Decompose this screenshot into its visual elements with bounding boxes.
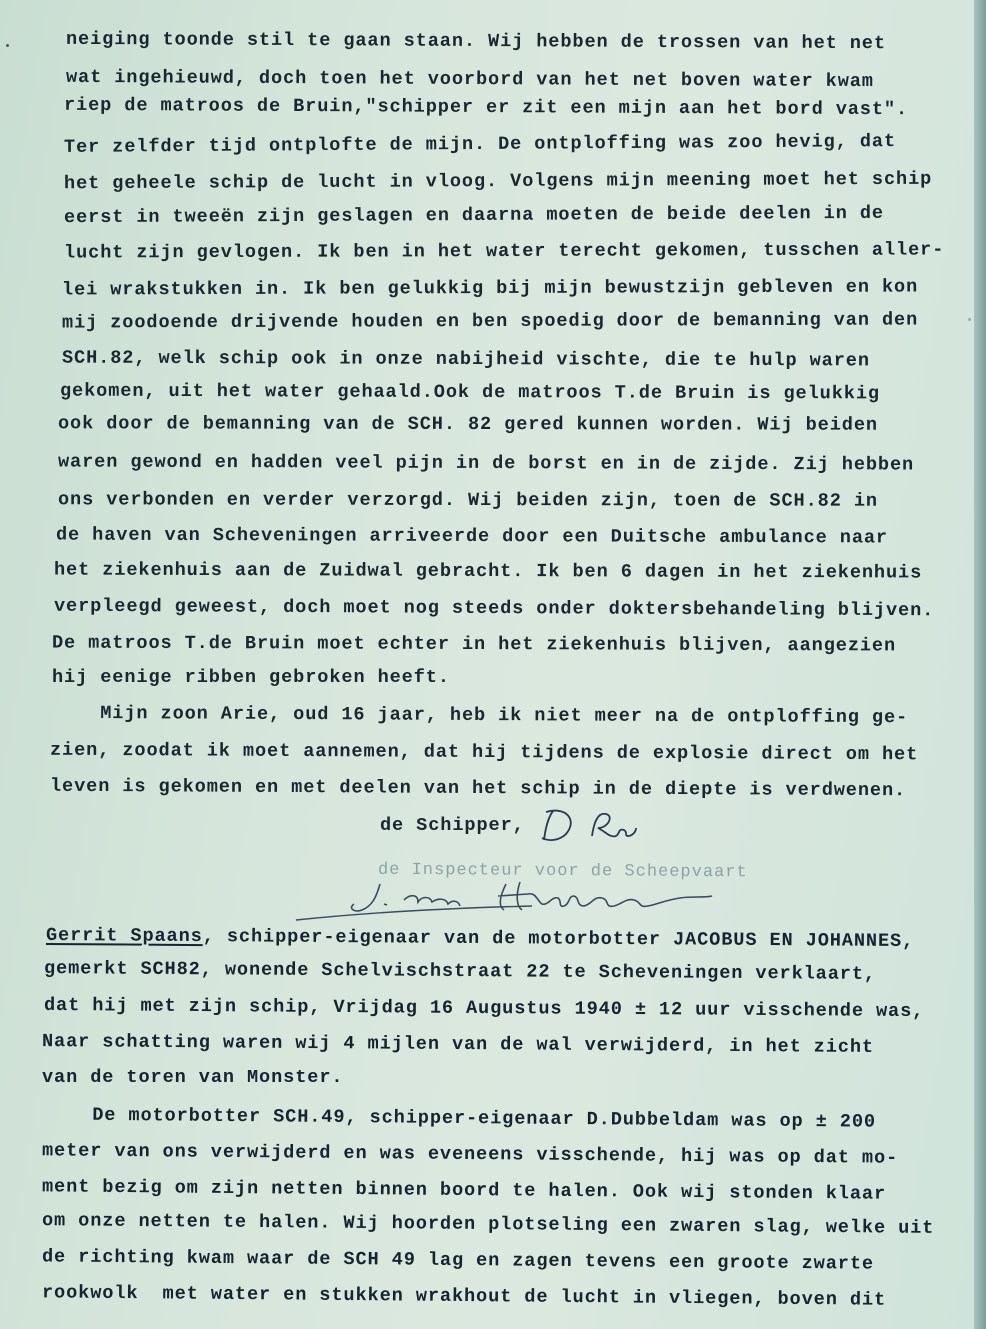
text-line: mij zoodoende drijvende houden en ben spoedig door de bemanning van den bbox=[61, 309, 919, 334]
text-line: van de toren van Monster. bbox=[42, 1067, 344, 1088]
text-line: De matroos T.de Bruin moet echter in het ziekenhuis blijven, aangezien bbox=[51, 632, 897, 657]
page-edge-shadow bbox=[974, 0, 986, 1329]
text-line: leven is gekomen en met deelen van het schip in de diepte is verdwenen. bbox=[49, 775, 907, 802]
text-line: wat ingehieuwd, doch toen het voorbord van het net boven water kwam bbox=[65, 66, 874, 93]
text-line: Mijn zoon Arie, oud 16 jaar, heb ik niet meer na de ontploffing ge- bbox=[51, 702, 909, 729]
inspector-label: de Inspecteur voor de Scheepvaart bbox=[377, 860, 748, 883]
text-line: verpleegd geweest, doch moet nog steeds onder doktersbehandeling blijven. bbox=[53, 595, 935, 622]
text-line: Ter zelfder tijd ontplofte de mijn. De ontploffing was zoo hevig, dat bbox=[63, 131, 897, 158]
text-line: Naar schatting waren wij 4 mijlen van de wal verwijderd, in het zicht bbox=[41, 1031, 875, 1058]
text-line: meter van ons verwijderd en was eveneens visschende, hij was op dat mo- bbox=[41, 1140, 899, 1169]
inspector-signature bbox=[292, 876, 722, 926]
text-line: riep de matroos de Bruin,"schipper er zit een mijn aan het bord vast". bbox=[63, 94, 909, 121]
text-line: dat hij met zijn schip, Vrijdag 16 Augustus 1940 ± 12 uur visschende was, bbox=[43, 994, 925, 1023]
text-line: gemerkt SCH82, wonende Schelvischstraat 22 te Scheveningen verklaart, bbox=[43, 958, 877, 985]
text-line: de haven van Scheveningen arriveerde door een Duitsche ambulance naar bbox=[55, 524, 889, 549]
text-line: gekomen, uit het water gehaald.Ook de matroos T.de Bruin is gelukkig bbox=[59, 380, 880, 405]
text-line: lucht zijn gevlogen. Ik ben in het water terecht gekomen, tusschen aller- bbox=[63, 239, 945, 264]
paper-speck bbox=[968, 318, 971, 321]
text-line: hij eenige ribben gebroken heeft. bbox=[52, 667, 450, 688]
text-line: ook door de bemanning van de SCH. 82 gered kunnen worden. Wij beiden bbox=[57, 413, 878, 436]
text-line: SCH.82, welk schip ook in onze nabijheid vischte, die te hulp waren bbox=[61, 347, 870, 372]
text-line: neiging toonde stil te gaan staan. Wij hebben de trossen van het net bbox=[65, 28, 887, 55]
paper-speck bbox=[6, 44, 9, 47]
text-line: lei wrakstukken in. Ik ben gelukkig bij mijn bewustzijn gebleven en kon bbox=[61, 276, 919, 301]
witness-name: Gerrit Spaans bbox=[45, 924, 203, 948]
text-line: zien, zoodat ik moet aannemen, dat hij tijdens de explosie direct om het bbox=[49, 739, 919, 766]
statement-two-first-line bbox=[46, 925, 914, 953]
skipper-signature bbox=[536, 802, 656, 852]
text-line: ment bezig om zijn netten binnen boord te halen. Ook wij stonden klaar bbox=[41, 1176, 887, 1205]
text-line: rookwolk met water en stukken wrakhout de lucht in vliegen, boven dit bbox=[41, 1282, 887, 1311]
text-fragment: , schipper-eigenaar van de motorbotter JACOBUS EN JOHANNES, bbox=[202, 926, 915, 953]
text-line: De motorbotter SCH.49, schipper-eigenaar D.Dubbeldam was op ± 200 bbox=[43, 1104, 877, 1133]
text-line: eerst in tweeën zijn geslagen en daarna moeten de beide deelen in de bbox=[63, 202, 884, 229]
text-line: het ziekenhuis aan de Zuidwal gebracht. Ik ben 6 dagen in het ziekenhuis bbox=[53, 559, 923, 584]
text-line: de richting kwam waar de SCH 49 lag en zagen tevens een groote zwarte bbox=[41, 1246, 875, 1275]
text-line: om onze netten te halen. Wij hoorden plotseling een zwaren slag, welke uit bbox=[41, 1210, 935, 1239]
text-line: waren gewond en hadden veel pijn in de borst en in de zijde. Zij hebben bbox=[57, 451, 915, 476]
text-line: ons verbonden en verder verzorgd. Wij beiden zijn, toen de SCH.82 in bbox=[57, 489, 878, 512]
text-line: het geheele schip de lucht in vloog. Volgens mijn meening moet het schip bbox=[63, 168, 933, 195]
skipper-label: de Schipper, bbox=[380, 815, 525, 836]
